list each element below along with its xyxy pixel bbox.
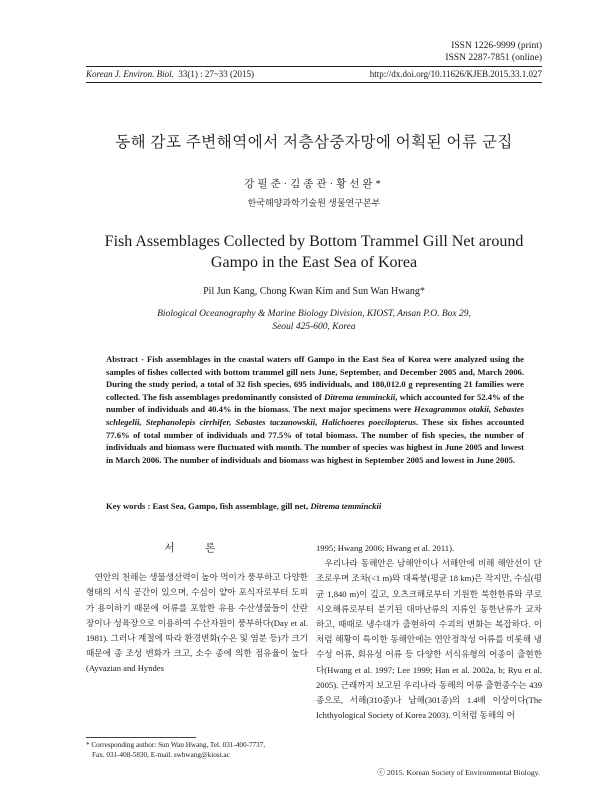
journal-citation (86, 68, 254, 80)
english-affiliation-line1: Biological Oceanography & Marine Biology Division, KIOST, Ansan P.O. Box 29, (157, 309, 471, 319)
english-title-line2: Gampo in the East Sea of Korea (210, 254, 418, 271)
abstract-part2: , which accounted for 52.4% of the number of individuals and 40.4% in the biomass. The next major specimens were (106, 391, 524, 415)
right-column (316, 541, 542, 723)
english-authors: Pil Jun Kang, Chong Kwan Kim and Sun Wan Hwang* (203, 286, 425, 297)
keywords-label: Key words : East Sea, Gampo, fish assemblage, gill net, (106, 501, 311, 511)
issn-block (445, 40, 542, 64)
korean-affiliation: 한국해양과학기술원 생물연구본부 (247, 198, 381, 208)
section-heading-introduction: 서 론 (164, 543, 230, 554)
english-title (86, 231, 542, 273)
issn-online: ISSN 2287-7851 (online) (445, 53, 542, 63)
keywords (106, 500, 524, 512)
footnote-line2: Fax. 031-408-5830, E-mail. swhwang@kiost.ac (92, 750, 230, 759)
english-affiliation (86, 308, 542, 334)
intro-paragraph-right: 우리나라 동해안은 남해안이나 서해안에 비해 해안선이 단조로우며 조차(<1 m)와 대륙붕(평균 18 km)은 작지만, 수심(평균 1,840 m)이 깊고, 오츠크해로부터 기원한 북한한류와 쿠로시오해류로부터 분기된 대마난류의 지류인 동한난류가 교차하고, 때때로 냉수대가 출현하여 수괴의 변화는 복잡하다. 이처럼 해황이 특이한 동해안에는 연안정착성 어류를 비롯해 냉수성 어류, 회유성 어류 등 다양한 서식유형의 어종이 출현한다(Hwang et al. 1997; Lee 1999; Han et al. 2002a, b; Ryu et al. 2005). 근래까지 보고된 우리나라 동해의 어류 출현종수는 439종으로, 서해(310종)나 남해(301종)의 1.4배 이상이다(The Ichthyological Society of Korea 2003). 이처럼 동해의 어 (316, 558, 542, 721)
korean-authors: 강필준·김종관·황선완* (244, 179, 384, 190)
english-title-line1: Fish Assemblages Collected by Bottom Trammel Gill Net around (104, 233, 524, 250)
journal-header (86, 68, 542, 80)
issn-print: ISSN 1226-9999 (print) (451, 41, 542, 51)
footnote-line1: * Corresponding author: Sun Wan Hwang, Tel. 031-400-7737, (86, 741, 266, 749)
footnote-rule (86, 737, 196, 738)
doi-link[interactable]: http://dx.doi.org/10.11626/KJEB.2015.33.1.027 (369, 69, 542, 79)
intro-continuation-line: 1995; Hwang 2006; Hwang et al. 2011). (316, 543, 455, 553)
korean-title: 동해 감포 주변해역에서 저층삼중자망에 어획된 어류 군집 (115, 134, 513, 151)
abstract-species1: Ditrema temminckii (324, 391, 396, 402)
intro-paragraph-left: 연안의 천해는 생물생산력이 높아 먹이가 풍부하고 다양한 형태의 서식 공간이 있으며, 수심이 얕아 포식자로부터 도피가 용이하기 때문에 어류를 포함한 유용 수산생물들이 산란장이나 성육장으로 이용하여 수산자원이 풍부하다(Day et al. 1981). 그러나 계절에 따라 환경변화(수온 및 염분 등)가 크기 때문에 종 조성 변화가 크고, 소수 종에 의한 점유율이 높다(Ayvazian and Hyndes (86, 572, 308, 674)
volume-pages: 33(1) : 27~33 (2015) (178, 69, 254, 79)
copyright-notice: ⓒ 2015. Korean Society of Environmental Biology. (377, 768, 540, 777)
abstract-part3: . These six fishes accounted 77.6% of total number of individuals and 77.5% of total biomass. The number of fish species, the number of individuals and biomass were fluctuated with month. The number of species was highest in June 2005 and lowest in March 2006. The number of individuals and biomass was highest in September 2005 and lowest in June 2005. (106, 416, 524, 465)
left-column (86, 531, 308, 677)
abstract (106, 353, 524, 466)
header-rule-top (86, 66, 542, 67)
journal-name: Korean J. Environ. Biol. (86, 69, 174, 79)
abstract-species2: Hexagrammos otakii, Sebastes schlegelii, Stephanolepis cirrhifer, Sebastes taczanowskii, Halichoeres poecilopterus (106, 404, 524, 427)
keywords-species: Ditrema temminckii (310, 501, 382, 511)
english-affiliation-line2: Seoul 425-600, Korea (272, 322, 356, 332)
abstract-part1: Abstract - Fish assemblages in the coastal waters off Gampo in the East Sea of Korea were analyzed using the samples of fishes collected with bottom trammel gill nets June, September, and December 2005 and, March 2006. During the study period, a total of 32 fish species, 695 individuals, and 180,012.0 g representing 21 families were collected. The fish assemblages predominantly consisted of (106, 354, 524, 402)
header-rule-bottom (86, 82, 542, 83)
corresponding-author-footnote (86, 741, 308, 760)
